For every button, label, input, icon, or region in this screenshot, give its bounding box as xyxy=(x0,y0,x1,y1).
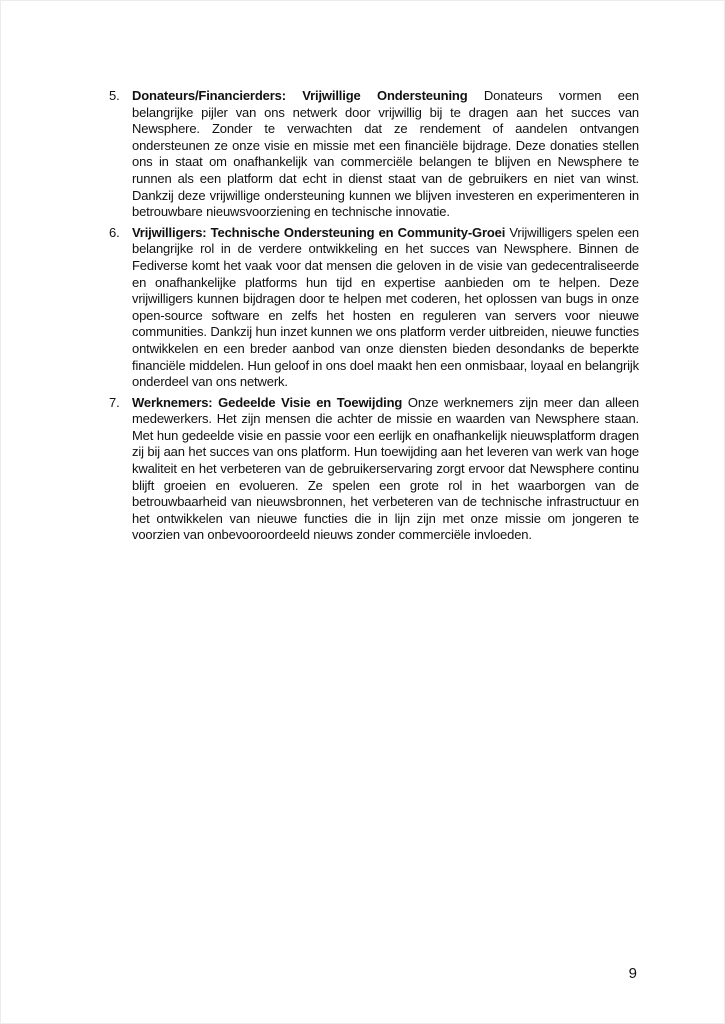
list-item-body: Vrijwilligers spelen een belangrijke rol in de verdere ontwikkeling en het succes van Newsphere. Binnen de Fediverse komt het vaak voor dat mensen die geloven in de visie van gedecentraliseerde en onafhankelijke platforms hun tijd en expertise aanbieden om te helpen. Deze vrijwilligers kunnen bijdragen door te helpen met coderen, het oplossen van bugs in onze open-source software en zelfs het hosten en reguleren van servers voor nieuwe communities. Dankzij hun inzet kunnen we ons platform verder uitbreiden, nieuwe functies ontwikkelen en een breder aanbod van onze diensten bieden desondanks de beperkte financiële middelen. Hun geloof in ons doel maakt hen een onmisbaar, loyaal en belangrijk onderdeel van ons netwerk. xyxy=(132,224,639,390)
list-item-body: Donateurs vormen een belangrijke pijler van ons netwerk door vrijwillig bij te dragen aan het succes van Newsphere. Zonder te verwachten dat ze rendement of aandelen ontvangen ondersteunen ze onze visie en missie met een financiële bijdrage. Deze donaties stellen ons in staat om onafhankelijk van commerciële belangen te blijven en Newsphere te runnen als een platform dat echt in dienst staat van de gebruikers en niet van winst. Dankzij deze vrijwillige ondersteuning kunnen we blijven investeren en experimenteren in betrouwbare nieuwsvoorziening en technische innovatie. xyxy=(132,88,640,220)
list-item xyxy=(109,225,639,391)
list-item-heading: Vrijwilligers: Technische Ondersteuning en Community-Groei xyxy=(132,224,506,240)
numbered-list xyxy=(109,88,639,548)
list-item-heading: Donateurs/Financierders: Vrijwillige Ondersteuning xyxy=(132,88,468,103)
list-item-number: 7. xyxy=(109,394,120,410)
list-item-number: 5. xyxy=(109,88,120,103)
page-number: 9 xyxy=(628,965,637,982)
list-item-number: 6. xyxy=(109,224,120,240)
list-item xyxy=(109,395,639,544)
list-item-heading: Werknemers: Gedeelde Visie en Toewijding xyxy=(132,394,403,410)
list-item xyxy=(109,88,639,221)
list-item-body: Onze werknemers zijn meer dan alleen medewerkers. Het zijn mensen die achter de missie en waarden van Newsphere staan. Met hun gedeelde visie en passie voor een eerlijk en onafhankelijk nieuwsplatform dragen zij bij aan het succes van ons platform. Hun toewijding aan het leveren van werk van hoge kwaliteit en het verbeteren van de gebruikerservaring zorgt ervoor dat Newsphere continu blijft groeien en evolueren. Ze spelen een grote rol in het waarborgen van de betrouwbaarheid van nieuwsbronnen, het verbeteren van de technische infrastructuur en het ontwikkelen van nieuwe functies die in lijn zijn met onze missie om jongeren te voorzien van onbevooroordeeld nieuws zonder commerciële invloeden. xyxy=(132,394,639,543)
